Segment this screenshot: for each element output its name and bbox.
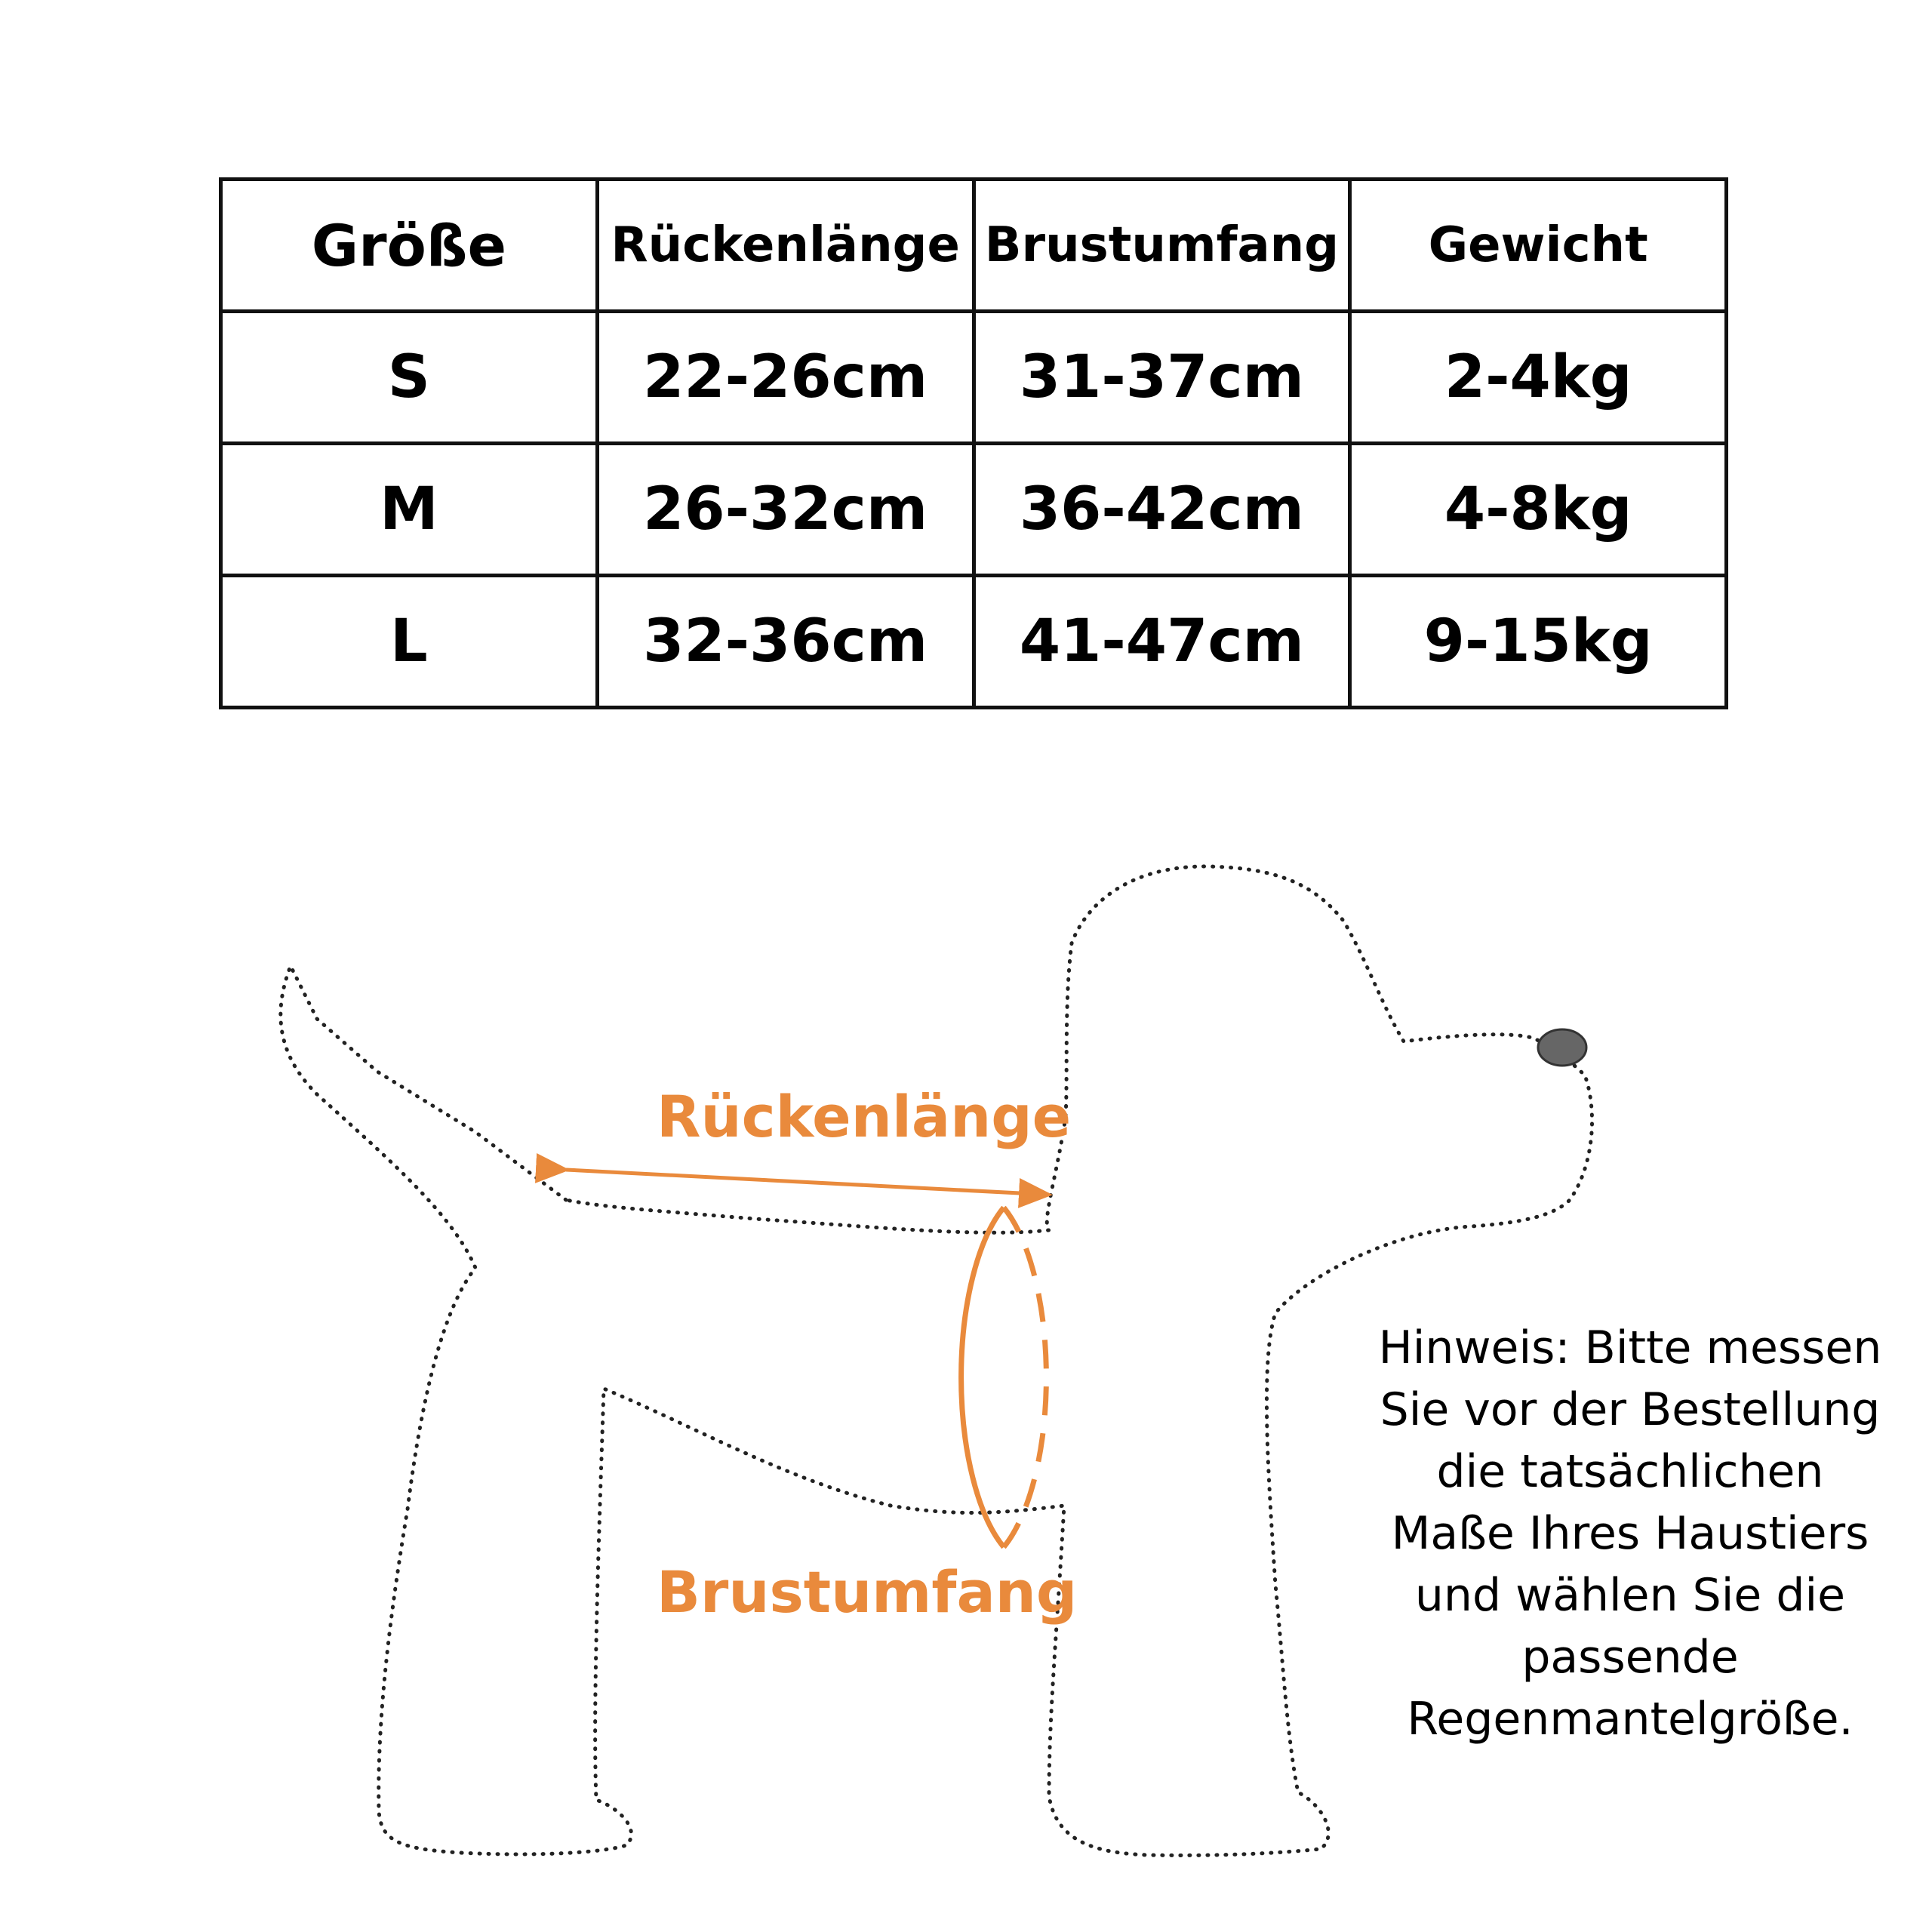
header-size: Größe	[221, 180, 598, 312]
dog-nose	[1538, 1029, 1586, 1066]
cell-size: L	[221, 576, 598, 708]
cell-size: S	[221, 312, 598, 444]
chest-girth-ellipse-front	[961, 1208, 1004, 1547]
note-line: Maße Ihres Haustiers	[1391, 1507, 1869, 1560]
back-length-arrow	[566, 1170, 1049, 1195]
cell-chest: 41-47cm	[974, 576, 1350, 708]
cell-size: M	[221, 444, 598, 576]
cell-back-length: 22-26cm	[597, 312, 974, 444]
cell-weight: 9-15kg	[1350, 576, 1727, 708]
note-line: Sie vor der Bestellung	[1380, 1383, 1881, 1436]
chest-girth-label: Brustumfang	[657, 1558, 1078, 1626]
cell-weight: 2-4kg	[1350, 312, 1727, 444]
cell-back-length: 32-36cm	[597, 576, 974, 708]
note-line: passende	[1521, 1631, 1739, 1684]
cell-back-length: 26-32cm	[597, 444, 974, 576]
note-line: Hinweis: Bitte messen	[1378, 1321, 1882, 1374]
note-line: Regenmantelgröße.	[1407, 1693, 1854, 1746]
header-weight: Gewicht	[1350, 180, 1727, 312]
note-line: die tatsächlichen	[1436, 1445, 1824, 1498]
measurement-note	[1343, 1317, 1917, 1750]
note-line: und wählen Sie die	[1414, 1569, 1846, 1622]
cell-weight: 4-8kg	[1350, 444, 1727, 576]
chest-girth-ellipse-back	[1004, 1208, 1046, 1547]
back-length-label: Rückenlänge	[657, 1083, 1072, 1150]
cell-chest: 31-37cm	[974, 312, 1350, 444]
header-back-length: Rückenlänge	[597, 180, 974, 312]
header-chest: Brustumfang	[974, 180, 1350, 312]
cell-chest: 36-42cm	[974, 444, 1350, 576]
